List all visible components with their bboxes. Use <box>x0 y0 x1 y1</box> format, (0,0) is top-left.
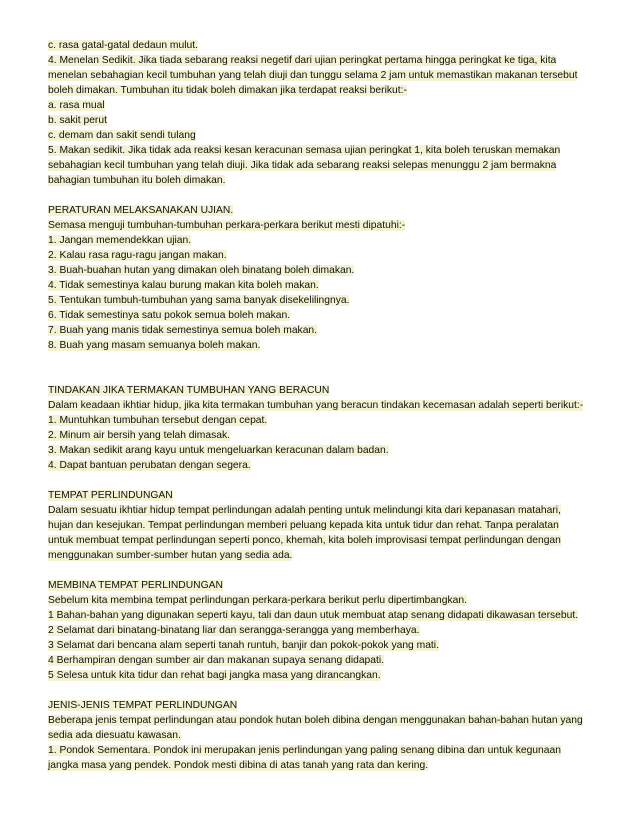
line-text: bahagian tumbuhan itu boleh dimakan. <box>48 175 226 186</box>
text-line <box>48 173 596 188</box>
text-line <box>48 743 596 758</box>
text-line <box>48 458 596 473</box>
document-body <box>48 38 596 773</box>
section-tindakan <box>48 383 596 473</box>
section-heading <box>48 203 596 218</box>
paragraph-gap <box>48 563 596 578</box>
line-text: untuk membuat tempat perlindungan seperti ponco, khemah, kita boleh improvisasi tempat perlindungan dengan <box>48 535 561 546</box>
section-heading <box>48 578 596 593</box>
line-text: 2. Minum air bersih yang telah dimasak. <box>48 430 230 441</box>
text-line <box>48 263 596 278</box>
text-line <box>48 758 596 773</box>
text-line <box>48 113 596 128</box>
line-text: 4. Tidak semestinya kalau burung makan kita boleh makan. <box>48 280 319 291</box>
text-line <box>48 338 596 353</box>
line-text: 5. Tentukan tumbuh-tumbuhan yang sama banyak disekelilingnya. <box>48 295 350 306</box>
line-text: 5 Selesa untuk kita tidur dan rehat bagi jangka masa yang dirancangkan. <box>48 670 381 681</box>
text-line <box>48 38 596 53</box>
line-text: 5. Makan sedikit. Jika tidak ada reaksi kesan keracunan semasa ujian peringkat 1, kita boleh teruskan memakan <box>48 145 561 156</box>
line-text: 1 Bahan-bahan yang digunakan seperti kayu, tali dan daun utuk membuat atap senang didapati dikawasan tersebut. <box>48 610 579 621</box>
text-line <box>48 308 596 323</box>
text-line <box>48 278 596 293</box>
line-text: Beberapa jenis tempat perlindungan atau pondok hutan boleh dibina dengan menggunakan bahan-bahan hutan yang <box>48 715 583 726</box>
text-line <box>48 158 596 173</box>
line-text: hujan dan kesejukan. Tempat perlindungan memberi peluang kepada kita untuk tidur dan rehat. Tanpa peralatan <box>48 520 559 531</box>
text-line <box>48 428 596 443</box>
text-line <box>48 653 596 668</box>
line-text: 3 Selamat dari bencana alam seperti tanah runtuh, banjir dan pokok-pokok yang mati. <box>48 640 439 651</box>
line-text: 1. Muntuhkan tumbuhan tersebut dengan cepat. <box>48 415 268 426</box>
line-text: menelan sebahagian kecil tumbuhan yang telah diuji dan tunggu selama 2 jam untuk memastikan makanan tersebut <box>48 70 578 81</box>
text-line <box>48 143 596 158</box>
text-line <box>48 413 596 428</box>
text-line <box>48 293 596 308</box>
paragraph-gap <box>48 473 596 488</box>
line-text: 4 Berhampiran dengan sumber air dan makanan supaya senang didapati. <box>48 655 385 666</box>
paragraph-gap <box>48 683 596 698</box>
section-membina <box>48 578 596 683</box>
text-line <box>48 68 596 83</box>
section-heading <box>48 488 596 503</box>
text-line <box>48 713 596 728</box>
line-text: 7. Buah yang manis tidak semestinya semua boleh makan. <box>48 325 318 336</box>
text-line <box>48 443 596 458</box>
line-text: 4. Menelan Sedikit. Jika tiada sebarang reaksi negetif dari ujian peringkat pertama hingga peringkat ke tiga, kita <box>48 55 557 66</box>
paragraph-gap <box>48 353 596 383</box>
section-intro <box>48 38 596 188</box>
line-text: 3. Buah-buahan hutan yang dimakan oleh binatang boleh dimakan. <box>48 265 355 276</box>
text-line <box>48 548 596 563</box>
text-line <box>48 233 596 248</box>
text-line <box>48 398 596 413</box>
text-line <box>48 518 596 533</box>
line-text: sedia ada diesuatu kawasan. <box>48 730 181 741</box>
text-line <box>48 668 596 683</box>
text-line <box>48 83 596 98</box>
text-line <box>48 248 596 263</box>
line-text: PERATURAN MELAKSANAKAN UJIAN. <box>48 205 234 216</box>
text-line <box>48 323 596 338</box>
line-text: 4. Dapat bantuan perubatan dengan segera. <box>48 460 251 471</box>
line-text: 2 Selamat dari binatang-binatang liar dan serangga-serangga yang memberhaya. <box>48 625 420 636</box>
text-line <box>48 593 596 608</box>
text-line <box>48 98 596 113</box>
line-text: 6. Tidak semestinya satu pokok semua boleh makan. <box>48 310 291 321</box>
line-text: Semasa menguji tumbuhan-tumbuhan perkara-perkara berikut mesti dipatuhi:- <box>48 220 406 231</box>
line-text: 3. Makan sedikit arang kayu untuk mengeluarkan keracunan dalam badan. <box>48 445 389 456</box>
line-text: TEMPAT PERLINDUNGAN <box>48 490 173 501</box>
section-heading <box>48 698 596 713</box>
line-text: Dalam keadaan ikhtiar hidup, jika kita termakan tumbuhan yang beracun tindakan kecemasan adalah seperti berikut:- <box>48 400 584 411</box>
text-line <box>48 128 596 143</box>
text-line <box>48 218 596 233</box>
text-line <box>48 608 596 623</box>
line-text: Sebelum kita membina tempat perlindungan perkara-perkara berikut perlu dipertimbangkan. <box>48 595 467 606</box>
line-text: boleh dimakan. Tumbuhan itu tidak boleh dimakan jika terdapat reaksi berikut:- <box>48 85 407 96</box>
text-line <box>48 503 596 518</box>
line-text: MEMBINA TEMPAT PERLINDUNGAN <box>48 580 223 591</box>
text-line <box>48 53 596 68</box>
text-line <box>48 728 596 743</box>
document-page <box>48 38 596 773</box>
line-text: JENIS-JENIS TEMPAT PERLINDUNGAN <box>48 700 238 711</box>
section-tempat <box>48 488 596 563</box>
line-text: Dalam sesuatu ikhtiar hidup tempat perlindungan adalah penting untuk melindungi kita dari kepanasan matahari, <box>48 505 561 516</box>
section-heading <box>48 383 596 398</box>
line-text: 8. Buah yang masam semuanya boleh makan. <box>48 340 261 351</box>
line-text: menggunakan sumber-sumber hutan yang sedia ada. <box>48 550 293 561</box>
section-jenis <box>48 698 596 773</box>
line-text: TINDAKAN JIKA TERMAKAN TUMBUHAN YANG BERACUN <box>48 385 330 396</box>
text-line <box>48 533 596 548</box>
line-text: b. sakit perut <box>48 115 107 126</box>
line-text: jangka masa yang pendek. Pondok mesti dibina di atas tanah yang rata dan kering. <box>48 760 429 771</box>
paragraph-gap <box>48 188 596 203</box>
section-peraturan <box>48 203 596 353</box>
line-text: sebahagian kecil tumbuhan yang telah diuji. Jika tidak ada sebarang reaksi selepas menunggu 2 jam bermakna <box>48 160 557 171</box>
line-text: 1. Jangan memendekkan ujian. <box>48 235 192 246</box>
line-text: 1. Pondok Sementara. Pondok ini merupakan jenis perlindungan yang paling senang dibina dan untuk kegunaan <box>48 745 561 756</box>
line-text: c. rasa gatal-gatal dedaun mulut. <box>48 40 198 51</box>
line-text: 2. Kalau rasa ragu-ragu jangan makan. <box>48 250 227 261</box>
text-line <box>48 638 596 653</box>
line-text: a. rasa mual <box>48 100 105 111</box>
text-line <box>48 623 596 638</box>
line-text: c. demam dan sakit sendi tulang <box>48 130 196 141</box>
